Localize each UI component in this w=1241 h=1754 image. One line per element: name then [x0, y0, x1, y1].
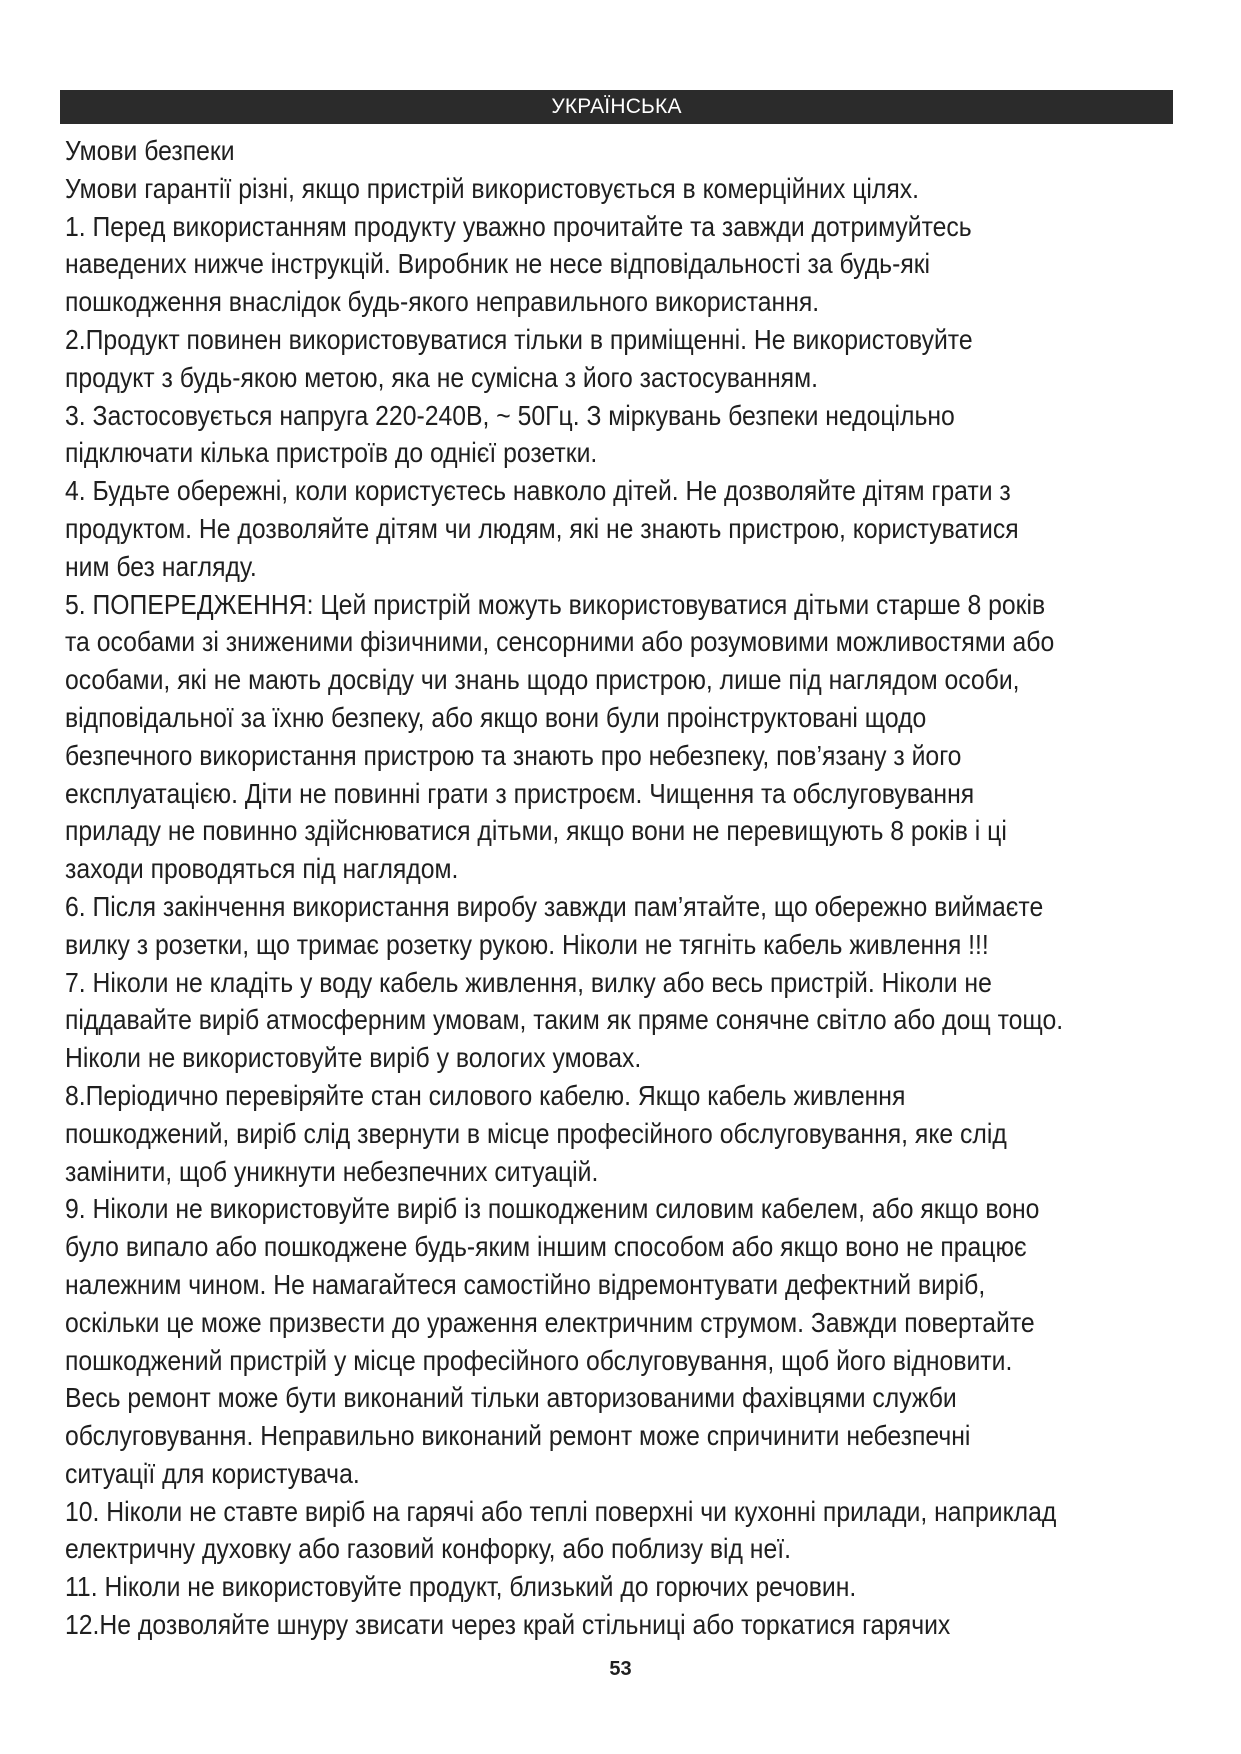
text-line: піддавайте виріб атмосферним умовам, таким як пряме сонячне світло або дощ тощо. [65, 1004, 1064, 1036]
text-line: 4. Будьте обережні, коли користуєтесь навколо дітей. Не дозволяйте дітям грати з [65, 475, 1011, 507]
text-line: 1. Перед використанням продукту уважно прочитайте та завжди дотримуйтесь [65, 210, 972, 242]
text-line: було випало або пошкоджене будь-яким іншим способом або якщо воно не працює [65, 1231, 1027, 1263]
text-line: Весь ремонт може бути виконаний тільки авторизованими фахівцями служби [65, 1382, 957, 1414]
text-line: 10. Ніколи не ставте виріб на гарячі або теплі поверхні чи кухонні прилади, наприклад [65, 1495, 1057, 1527]
section-heading: Умови безпеки [65, 135, 235, 166]
text-line: 7. Ніколи не кладіть у воду кабель живлення, вилку або весь пристрій. Ніколи не [65, 966, 992, 998]
text-line: 8.Періодично перевіряйте стан силового кабелю. Якщо кабель живлення [65, 1079, 906, 1111]
text-line: підключати кілька пристроїв до однієї розетки. [65, 437, 598, 469]
text-line: замінити, щоб уникнути небезпечних ситуацій. [65, 1155, 599, 1187]
text-line: відповідальної за їхню безпеку, або якщо вони були проінструктовані щодо [65, 701, 927, 733]
text-line: 9. Ніколи не використовуйте виріб із пошкодженим силовим кабелем, або якщо воно [65, 1193, 1040, 1225]
safety-instructions-text [65, 132, 1175, 1644]
text-line: 12.Не дозволяйте шнуру звисати через край стільниці або торкатися гарячих [65, 1609, 951, 1641]
text-line: Умови гарантії різні, якщо пристрій використовується в комерційних цілях. [65, 172, 920, 204]
text-line: продуктом. Не дозволяйте дітям чи людям, які не знають пристрою, користуватися [65, 512, 1019, 544]
text-line: пошкодження внаслідок будь-якого неправильного використання. [65, 286, 820, 318]
text-line: ним без нагляду. [65, 550, 257, 582]
text-line: вилку з розетки, що тримає розетку рукою. Ніколи не тягніть кабель живлення !!! [65, 928, 989, 960]
text-line: експлуатацією. Діти не повинні грати з пристроєм. Чищення та обслуговування [65, 777, 975, 809]
text-line: електричну духовку або газовий конфорку, або поблизу від неї. [65, 1533, 791, 1565]
text-line: безпечного використання пристрою та знають про небезпеку, пов’язану з його [65, 739, 962, 771]
text-line: обслуговування. Неправильно виконаний ремонт може спричинити небезпечні [65, 1420, 971, 1452]
text-line: належним чином. Не намагайтеся самостійно відремонтувати дефектний виріб, [65, 1268, 986, 1300]
text-line: 2.Продукт повинен використовуватися тільки в приміщенні. Не використовуйте [65, 323, 973, 355]
text-line: ситуації для користувача. [65, 1457, 360, 1489]
text-line: 11. Ніколи не використовуйте продукт, близький до горючих речовин. [65, 1571, 857, 1603]
text-line: пошкоджений, виріб слід звернути в місце професійного обслуговування, яке слід [65, 1117, 1007, 1149]
text-line: 5. ПОПЕРЕДЖЕННЯ: Цей пристрій можуть використовуватися дітьми старше 8 років [65, 588, 1046, 620]
text-line: 3. Застосовується напруга 220-240В, ~ 50Гц. З міркувань безпеки недоцільно [65, 399, 955, 431]
text-line: приладу не повинно здійснюватися дітьми, якщо вони не перевищують 8 років і ці [65, 815, 1007, 847]
text-line: пошкоджений пристрій у місце професійного обслуговування, щоб його відновити. [65, 1344, 1013, 1376]
text-line: заходи проводяться під наглядом. [65, 853, 459, 885]
text-line: та особами зі зниженими фізичними, сенсорними або розумовими можливостями або [65, 626, 1055, 658]
text-line: особами, які не мають досвіду чи знань щодо пристрою, лише під наглядом особи, [65, 664, 1020, 696]
text-line: продукт з будь-якою метою, яка не сумісна з його застосуванням. [65, 361, 818, 393]
text-line: наведених нижче інструкцій. Виробник не несе відповідальності за будь-які [65, 248, 931, 280]
text-line: оскільки це може призвести до ураження електричним струмом. Завжди повертайте [65, 1306, 1035, 1338]
text-line: Ніколи не використовуйте виріб у вологих умовах. [65, 1042, 642, 1074]
language-header-bar: УКРАЇНСЬКА [60, 90, 1173, 124]
page-number: 53 [609, 1658, 632, 1680]
text-line: 6. Після закінчення використання виробу завжди пам’ятайте, що обережно виймаєте [65, 890, 1044, 922]
